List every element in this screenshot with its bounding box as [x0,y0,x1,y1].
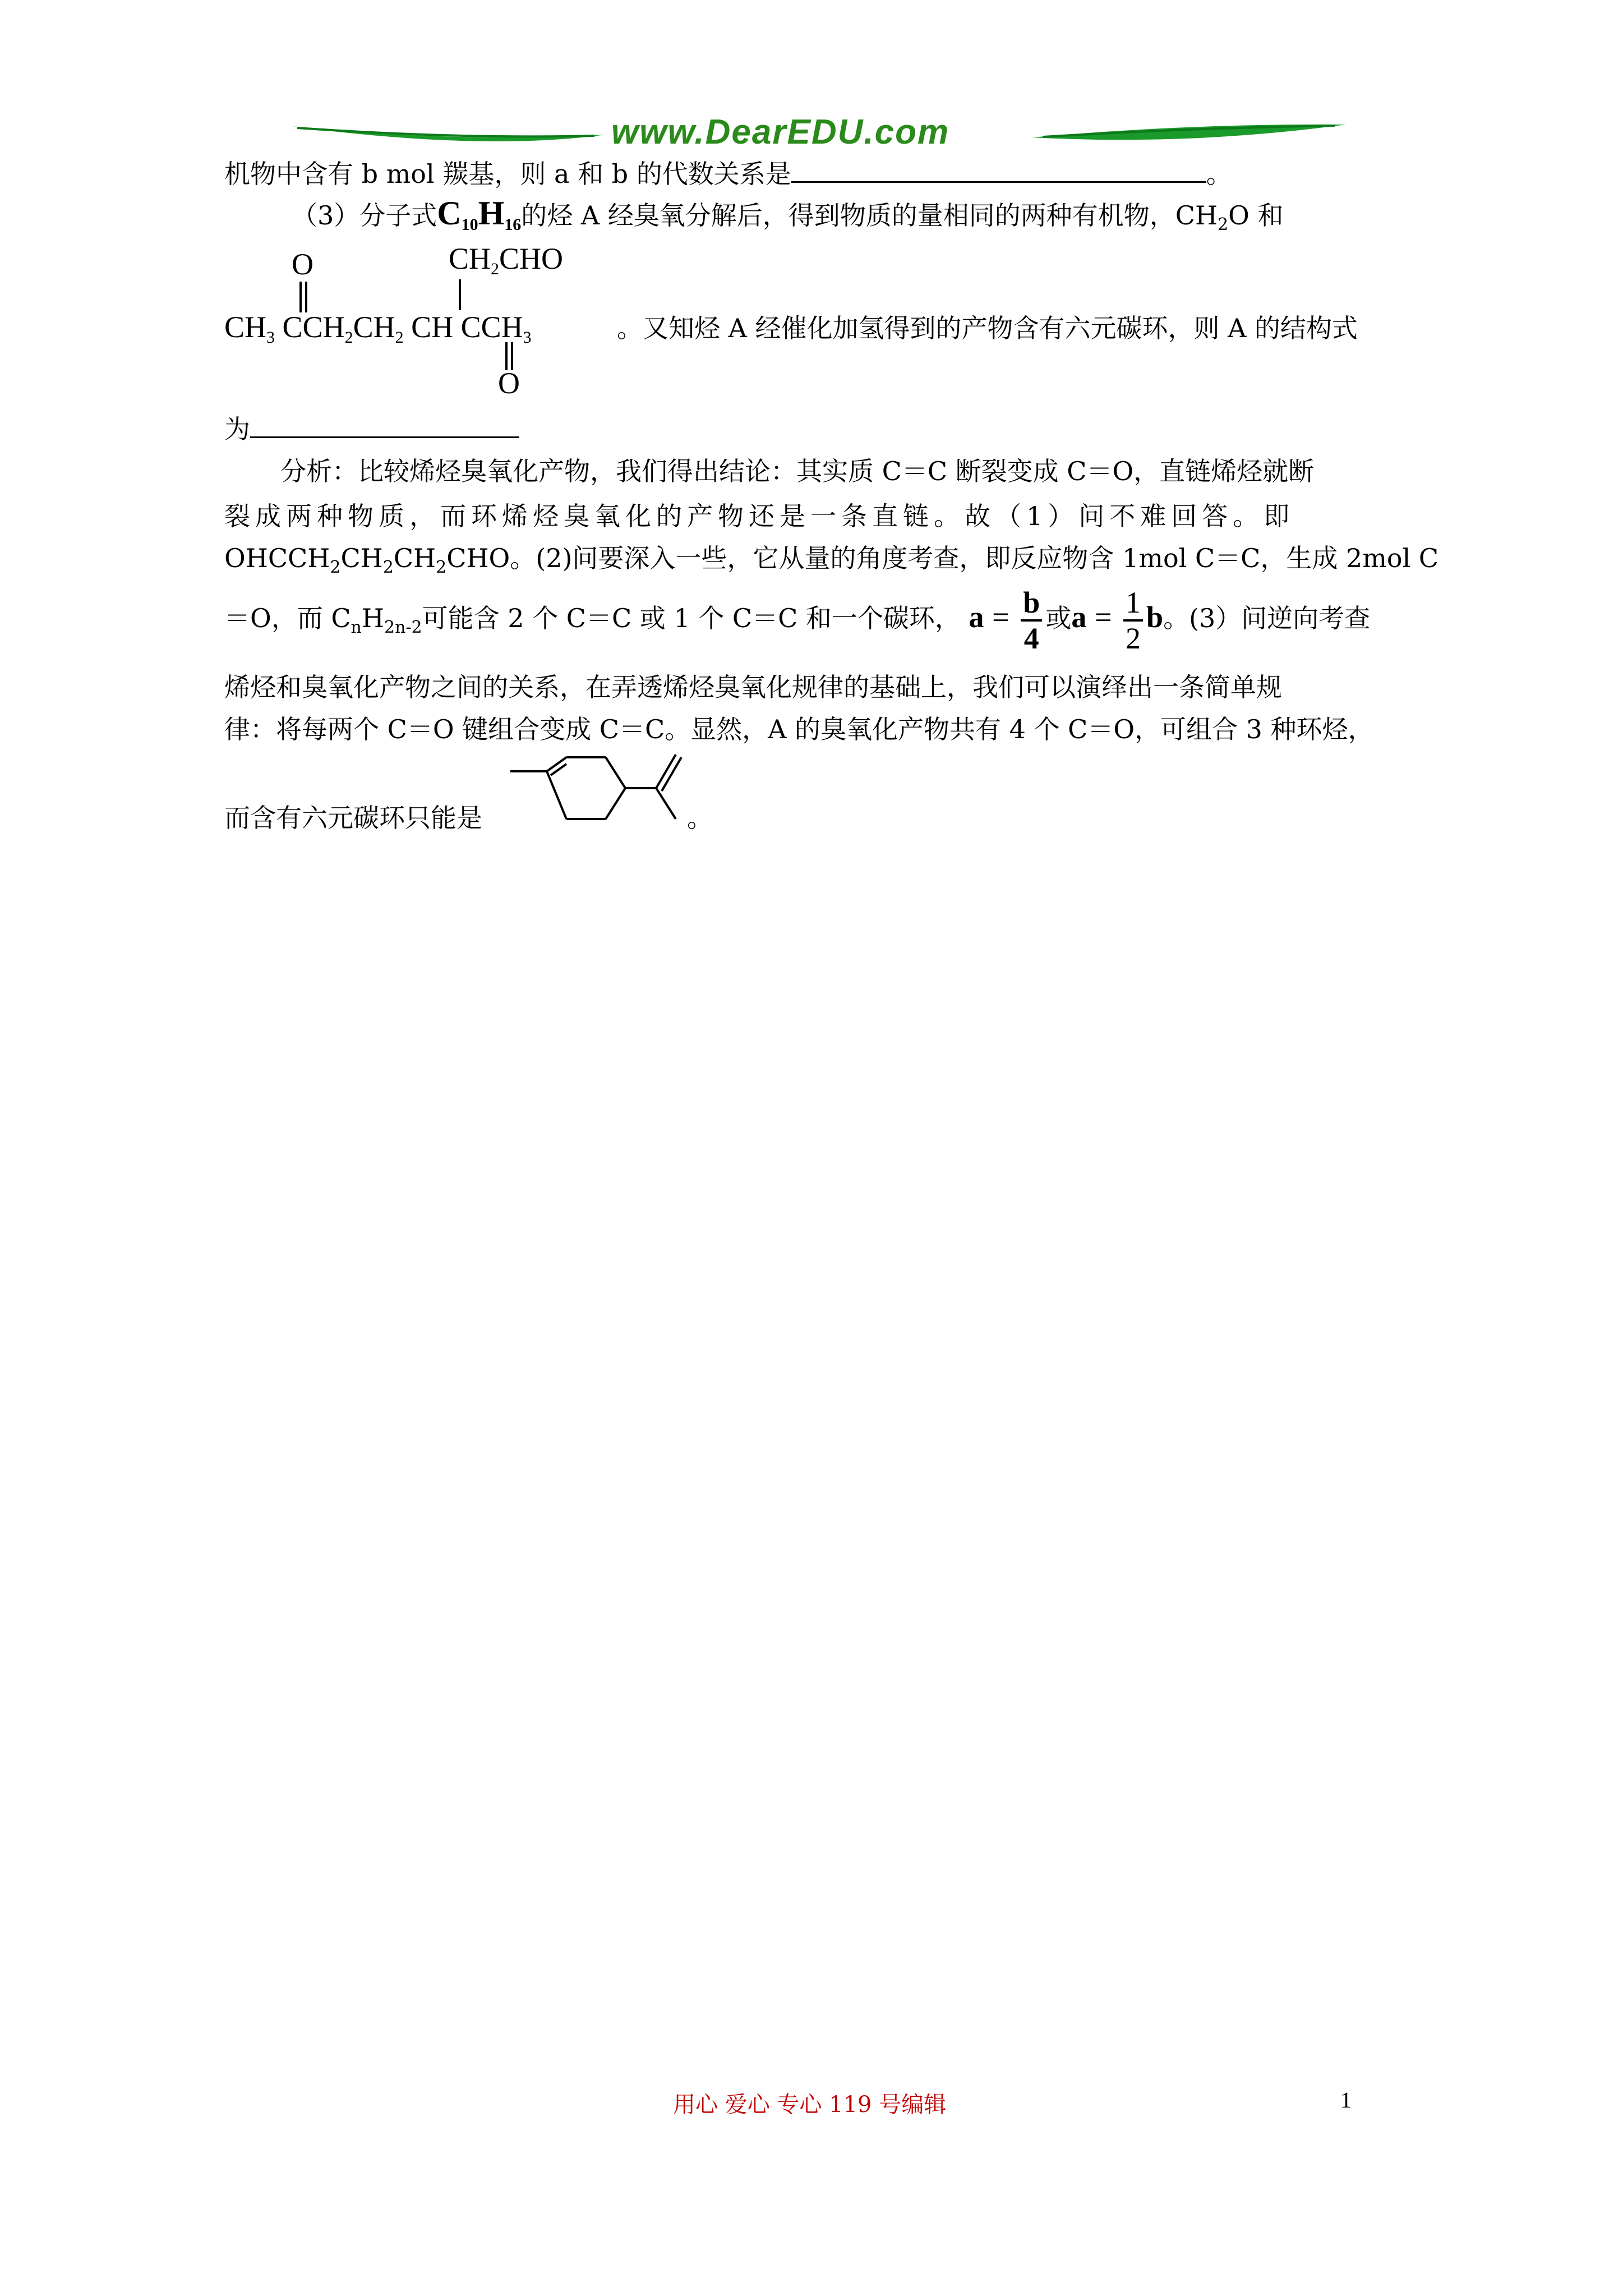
footer-text: 用心 爱心 专心 119 号编辑 [673,2092,947,2118]
fraction-1-over-2: $\frac{1}{2}$ [1123,586,1143,655]
fraction-b-over-4: $\frac{b}{4}$ [1021,586,1042,655]
cyclohexene-structure-icon [510,746,690,858]
analysis-line-7-end: 。 [687,803,713,833]
text-line-3: 。又知烃 A 经催化加氢得到的产物含有六元碳环，则 A 的结构式 [617,313,1358,343]
eq-a2: a [1071,600,1087,634]
analysis-line-2: 裂成两种物质，而环烯烃臭氧化的产物还是一条直链。故（1）问不难回答。即 [224,501,1295,531]
answer-blank-2 [250,413,519,438]
text-line-4: 为 [224,412,519,446]
eq-a1: a [969,600,984,634]
page-number: 1 [1340,2087,1352,2113]
header-logo [292,112,1346,163]
analysis-line-4: ＝O，而 $C_nH_{2n-2}$可能含 2 个 C＝C 或 1 个 C＝C 和一个碳环， a = $\frac{b}{4}$ 或a = $\frac{1}{2}$ b。(3）问逆向考查 [224,586,1371,655]
eq-b: b [1146,600,1164,634]
single-bond-icon [455,279,467,313]
formula-ch2cho: $CH_2CHO$ [449,242,564,278]
analysis-line-7: 而含有六元碳环只能是 [224,803,482,833]
formula-o-top: O [292,247,313,281]
text-line-2: （3）分子式$C_{10}H_{16}$的烃 A 经臭氧分解后，得到物质的量相同的两种有机物，$CH_2O$ 和 [292,195,1284,234]
analysis-line-5: 烯烃和臭氧化产物之间的关系，在弄透烯烃臭氧化规律的基础上，我们可以演绎出一条简单规 [224,672,1282,702]
structural-formula [224,241,617,404]
logo-text: www.DearEDU.com [611,113,950,151]
answer-blank-1 [791,158,1206,183]
eq-equals2: = [1094,600,1112,634]
analysis-line-3: $OHCCH_2CH_2CH_2CHO$。(2)问要深入一些，它从量的角度考查，即反应物含 1mol C＝C，生成 2mol C [224,543,1439,577]
eq-equals1: = [992,600,1009,634]
analysis-line-6: 律：将每两个 C＝O 键组合变成 C＝C。显然，A 的臭氧化产物共有 4 个 C＝O，可组合 3 种环烃， [224,714,1374,744]
text-line-1: 机物中含有 b mol 羰基，则 a 和 b 的代数关系是 。 [224,159,1232,189]
analysis-line-1: 分析：比较烯烃臭氧化产物，我们得出结论：其实质 C＝C 断裂变成 C＝O，直链烯烃就断 [280,456,1315,486]
formula-o-bottom: O [498,366,520,400]
formula-main-chain: $CH_3$ $CCH_2CH_2$ CH $CCH_3$ [224,310,532,347]
